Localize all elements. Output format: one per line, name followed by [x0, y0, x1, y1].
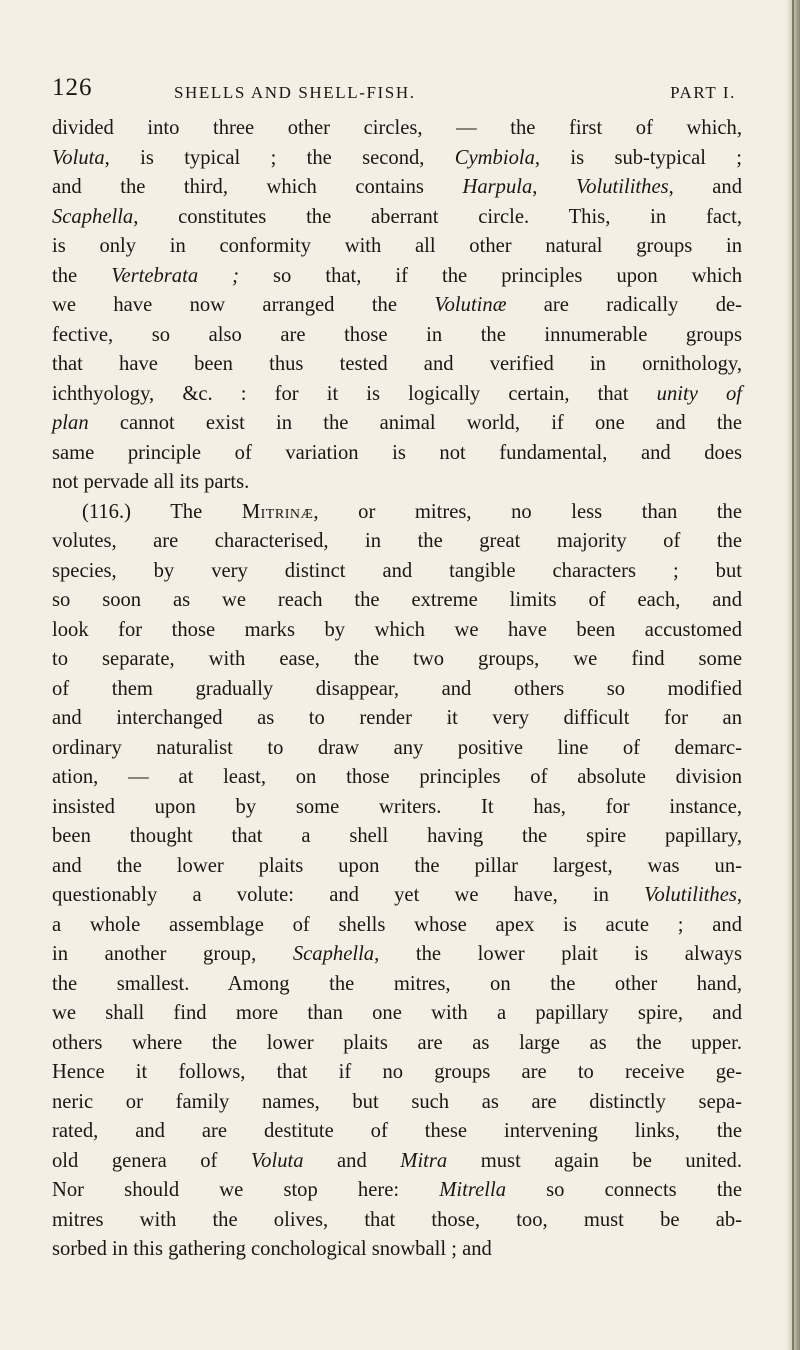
text-line: [52, 822, 742, 852]
body-text: [52, 114, 742, 1265]
text-line: [52, 645, 742, 675]
text-segment: cannot exist in the animal world, if one and the: [88, 412, 742, 434]
text-segment: same principle of variation is not fundamental, and does: [52, 441, 742, 464]
text-segment: ation, — at least, on those principles of absolute division: [52, 766, 742, 788]
text-line: [52, 675, 742, 705]
text-segment: so that, if the principles upon which: [239, 264, 742, 287]
running-head: [52, 74, 736, 106]
text-line: [52, 1088, 742, 1118]
text-segment: that have been thus tested and verified in ornithology,: [52, 353, 742, 375]
text-line: [52, 232, 742, 262]
text-segment: ,: [736, 884, 742, 906]
text-line: [52, 1235, 742, 1265]
text-line: [52, 704, 742, 734]
text-line: [52, 586, 742, 616]
text-line: [52, 468, 742, 498]
text-segment: and the lower plaits upon the pillar largest, was un-: [52, 854, 742, 877]
text-line: [52, 970, 742, 1000]
text-segment: the: [52, 264, 112, 287]
text-line: [52, 439, 742, 469]
text-line: [52, 999, 742, 1029]
text-segment: insisted upon by some writers. It has, for instance,: [52, 795, 742, 818]
italic-term: Voluta: [52, 146, 105, 169]
text-segment: Nor should we stop here:: [52, 1179, 440, 1201]
text-line: [52, 881, 742, 911]
page-edge-line: [792, 0, 794, 1350]
text-line: [52, 1147, 742, 1177]
text-segment: rated, and are destitute of these intervening links, the: [52, 1120, 742, 1142]
text-segment: species, by very distinct and tangible characters ; but: [52, 559, 742, 582]
italic-term: Volutilithes: [644, 884, 737, 906]
text-segment: sorbed in this gathering conchological snowball ; and: [52, 1238, 492, 1260]
text-line: [52, 173, 742, 203]
text-line: [52, 1029, 742, 1059]
text-segment: volutes, are characterised, in the great majority of the: [52, 530, 742, 552]
text-line: [52, 616, 742, 646]
text-segment: and the third, which contains: [52, 176, 463, 198]
running-title: SHELLS AND SHELL-FISH.: [174, 83, 416, 102]
text-segment: , or mitres, no less than the: [313, 500, 742, 523]
text-segment: the smallest. Among the mitres, on the other hand,: [52, 972, 742, 995]
text-line: [52, 1206, 742, 1236]
small-caps-term: Mitrinæ: [241, 500, 314, 523]
text-segment: ,: [532, 176, 576, 198]
text-segment: old genera of: [52, 1149, 251, 1172]
text-segment: so connects the: [506, 1179, 742, 1201]
italic-term: Voluta: [250, 1149, 304, 1172]
text-line: [52, 380, 742, 410]
italic-term: Harpula: [462, 176, 533, 198]
text-segment: neric or family names, but such as are distinctly sepa-: [52, 1090, 742, 1113]
text-segment: others where the lower plaits are as large as the upper.: [52, 1031, 742, 1054]
text-segment: so soon as we reach the extreme limits of each, and: [52, 589, 742, 611]
text-segment: and interchanged as to render it very difficult for an: [52, 707, 742, 729]
text-line: [52, 1058, 742, 1088]
text-segment: , is sub-typical ;: [534, 146, 743, 169]
text-line: [52, 557, 742, 587]
text-segment: a whole assemblage of shells whose apex is acute ; and: [52, 913, 742, 936]
text-line: [52, 498, 742, 528]
italic-term: Scaphella: [292, 943, 375, 965]
text-segment: look for those marks by which we have been accustomed: [52, 618, 742, 641]
text-segment: , and: [668, 176, 743, 198]
text-segment: divided into three other circles, — the first of which,: [52, 117, 742, 139]
text-line: [52, 763, 742, 793]
text-line: [52, 1117, 742, 1147]
italic-term: Scaphella: [52, 205, 134, 228]
text-segment: and: [303, 1149, 401, 1172]
text-segment: of them gradually disappear, and others so modified: [52, 677, 742, 700]
text-segment: not pervade all its parts.: [52, 471, 250, 493]
text-segment: must again be united.: [447, 1149, 742, 1172]
text-line: [52, 734, 742, 764]
italic-term: Mitra: [400, 1149, 448, 1172]
text-line: [52, 793, 742, 823]
text-segment: Hence it follows, that if no groups are to receive ge-: [52, 1061, 742, 1083]
text-segment: questionably a volute: and yet we have, in: [52, 884, 645, 906]
text-segment: ichthyology, &c. : for it is logically certain, that: [52, 382, 657, 405]
text-line: [52, 527, 742, 557]
text-line: [52, 144, 742, 174]
text-line: [52, 262, 742, 292]
text-segment: is only in conformity with all other natural groups in: [52, 235, 742, 257]
text-segment: ordinary naturalist to draw any positive line of demarc-: [52, 736, 742, 759]
text-segment: , constitutes the aberrant circle. This, in fact,: [133, 205, 742, 228]
italic-term: unity of: [656, 382, 742, 405]
text-line: [52, 1176, 742, 1206]
italic-term: Mitrella: [439, 1179, 506, 1201]
italic-term: Vertebrata ;: [111, 264, 240, 287]
text-segment: been thought that a shell having the spire papillary,: [52, 825, 742, 847]
text-line: [52, 409, 742, 439]
text-segment: (116.) The: [82, 500, 242, 523]
text-line: [52, 114, 742, 144]
text-segment: in another group,: [52, 943, 293, 965]
text-segment: we have now arranged the: [52, 294, 435, 316]
text-segment: , is typical ; the second,: [104, 146, 455, 169]
text-line: [52, 852, 742, 882]
text-segment: are radically de-: [506, 294, 742, 316]
text-line: [52, 940, 742, 970]
part-label: PART I.: [670, 83, 736, 102]
text-segment: to separate, with ease, the two groups, we find some: [52, 648, 742, 670]
italic-term: Cymbiola: [454, 146, 535, 169]
text-segment: mitres with the olives, that those, too, must be ab-: [52, 1208, 742, 1231]
text-line: [52, 911, 742, 941]
italic-term: Volutilithes: [575, 176, 669, 198]
text-line: [52, 350, 742, 380]
text-segment: we shall find more than one with a papillary spire, and: [52, 1002, 742, 1024]
page-number: 126: [52, 74, 93, 101]
text-segment: , the lower plait is always: [374, 943, 742, 965]
text-line: [52, 203, 742, 233]
italic-term: Volutinæ: [434, 294, 507, 316]
italic-term: plan: [52, 412, 89, 434]
text-line: [52, 321, 742, 351]
text-segment: fective, so also are those in the innumerable groups: [52, 323, 742, 346]
text-line: [52, 291, 742, 321]
